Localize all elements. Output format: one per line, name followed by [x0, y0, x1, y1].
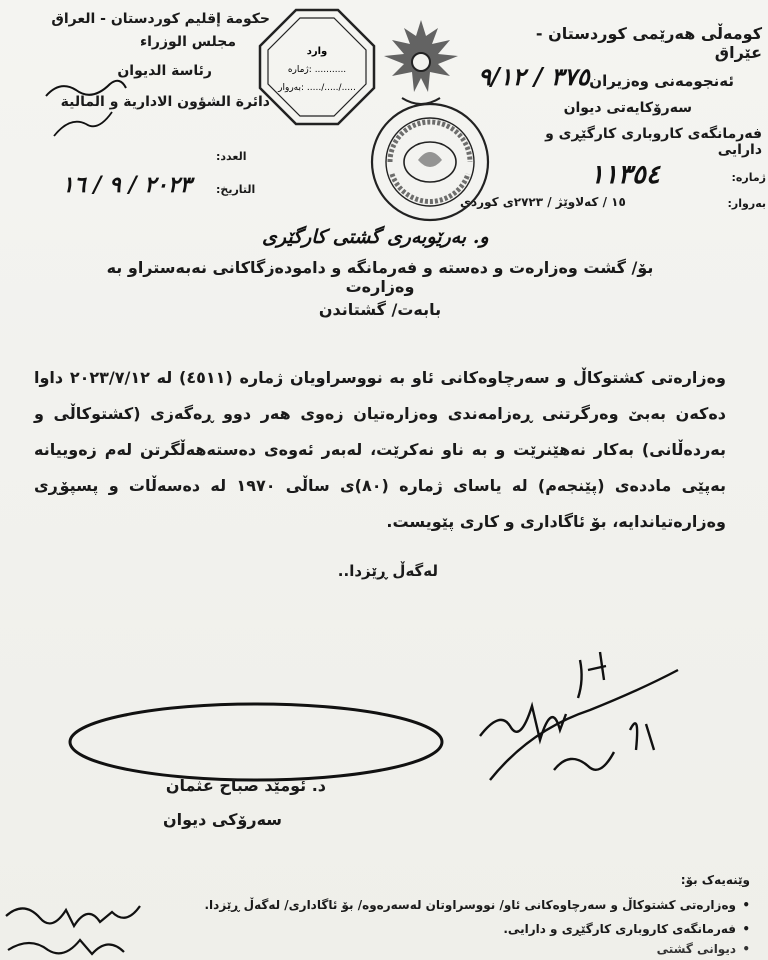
handwritten-signature — [470, 640, 700, 790]
body-text: وەزارەتی کشتوکاڵ و سەرچاوەکانی ئاو بە نووسراویان ژمارە (٤٥١١) لە ٢٠٢٣/٧/١٢ داوا دەکەن بەبێ وەرگرتنی ڕەزامەندی وەزارەتیان زەوی هەر دوو ڕەگەزی (کشتوکاڵی و بەردەڵانی) بەکار نەهێنرێت و بە ناو نەکرێت، لەبەر ئەوەی دەستەهەڵگرتن لەم زەوییانە بەپێی ماددەی (پێنجەم) لە یاسای ژمارە (٨٠)ی ساڵی ١٩٧٠ لە دەسەڵات و پسپۆڕی وەزارەتیاندایە، بۆ ئاگاداری و کاری پێویست. — [34, 368, 727, 531]
copies-item: • فەرمانگەی کاروباری کارگێڕی و دارایی. — [110, 917, 750, 941]
header-right-date-value: ١٥ / کەلاوێژ / ٢٧٢٣ی کوردی — [460, 195, 626, 209]
registration-stamp — [258, 8, 376, 126]
header-right-date-label: بەروار: — [727, 197, 766, 210]
header-left-line1: حكومة إقليم كوردستان - العراق — [51, 11, 270, 27]
header-right-line2: ئەنجومەنی وەزیران — [589, 72, 734, 90]
svg-text:وارد: وارد — [306, 46, 328, 57]
handwritten-scribble — [40, 66, 130, 146]
closing-text: لەگەڵ ڕێزدا.. — [337, 562, 438, 580]
header-left-line2: مجلس الوزراء — [139, 34, 236, 50]
copies-item: • وەزارەتی کشتوکاڵ و سەرچاوەکانی ئاو/ نووسراوتان لەسەرەوە/ بۆ ئاگاداری/ لەگەڵ ڕێزدا. — [110, 893, 750, 917]
header-right-number-value: ١١٣٥٤ — [590, 160, 660, 190]
signatory-title: سەرۆکی دیوان — [162, 810, 282, 829]
svg-text:ژمارە: ...........: ژمارە: ........... — [287, 65, 347, 75]
svg-text:بەروار: ...../...../.....: بەروار: ...../...../..... — [278, 83, 356, 93]
header-left-date-label: التاريخ: — [216, 183, 256, 196]
header-left-number-label: العدد: — [216, 150, 247, 163]
header-right-line4: فەرمانگەی کاروباری کارگێڕی و دارایی — [545, 126, 762, 158]
header-right-line3: سەرۆکایەتی دیوان — [563, 100, 692, 116]
handwritten-note: و. بەرێوبەری گشتی کارگێری — [262, 226, 489, 248]
subject-to: بۆ/ گشت وەزارەت و دەستە و فەرمانگە و دامودەزگاکانی نەبەستراو بە وەزارەت — [106, 258, 654, 296]
copies-item-partial: • دیوانی گشتی — [110, 941, 750, 957]
registration-handwritten: ٣٧٥ / ٩/١٢ — [478, 62, 590, 91]
header-right-line1: کومەڵی هەرێمی کوردستان - عێراق — [535, 24, 762, 62]
subject-about: بابەت/ گشتاندن — [318, 300, 442, 319]
header-left-line4: دائرة الشؤون الادارية و المالية — [60, 94, 270, 110]
copies-heading: وێنەیەک بۆ: — [680, 873, 750, 887]
official-round-seal — [368, 100, 492, 224]
header-right-kurdish — [512, 24, 762, 158]
header-right-number-label: ژمارە: — [731, 171, 766, 184]
handwritten-bottom-note — [0, 896, 170, 960]
signatory-name: د. ئومێد صباح عثمان — [165, 776, 326, 795]
header-left-line3: رئاسة الديوان — [117, 63, 212, 79]
copies-list — [110, 873, 750, 957]
header-left-date-value: ٢٠٢٣ / ٩ / ١٦ — [62, 172, 192, 198]
